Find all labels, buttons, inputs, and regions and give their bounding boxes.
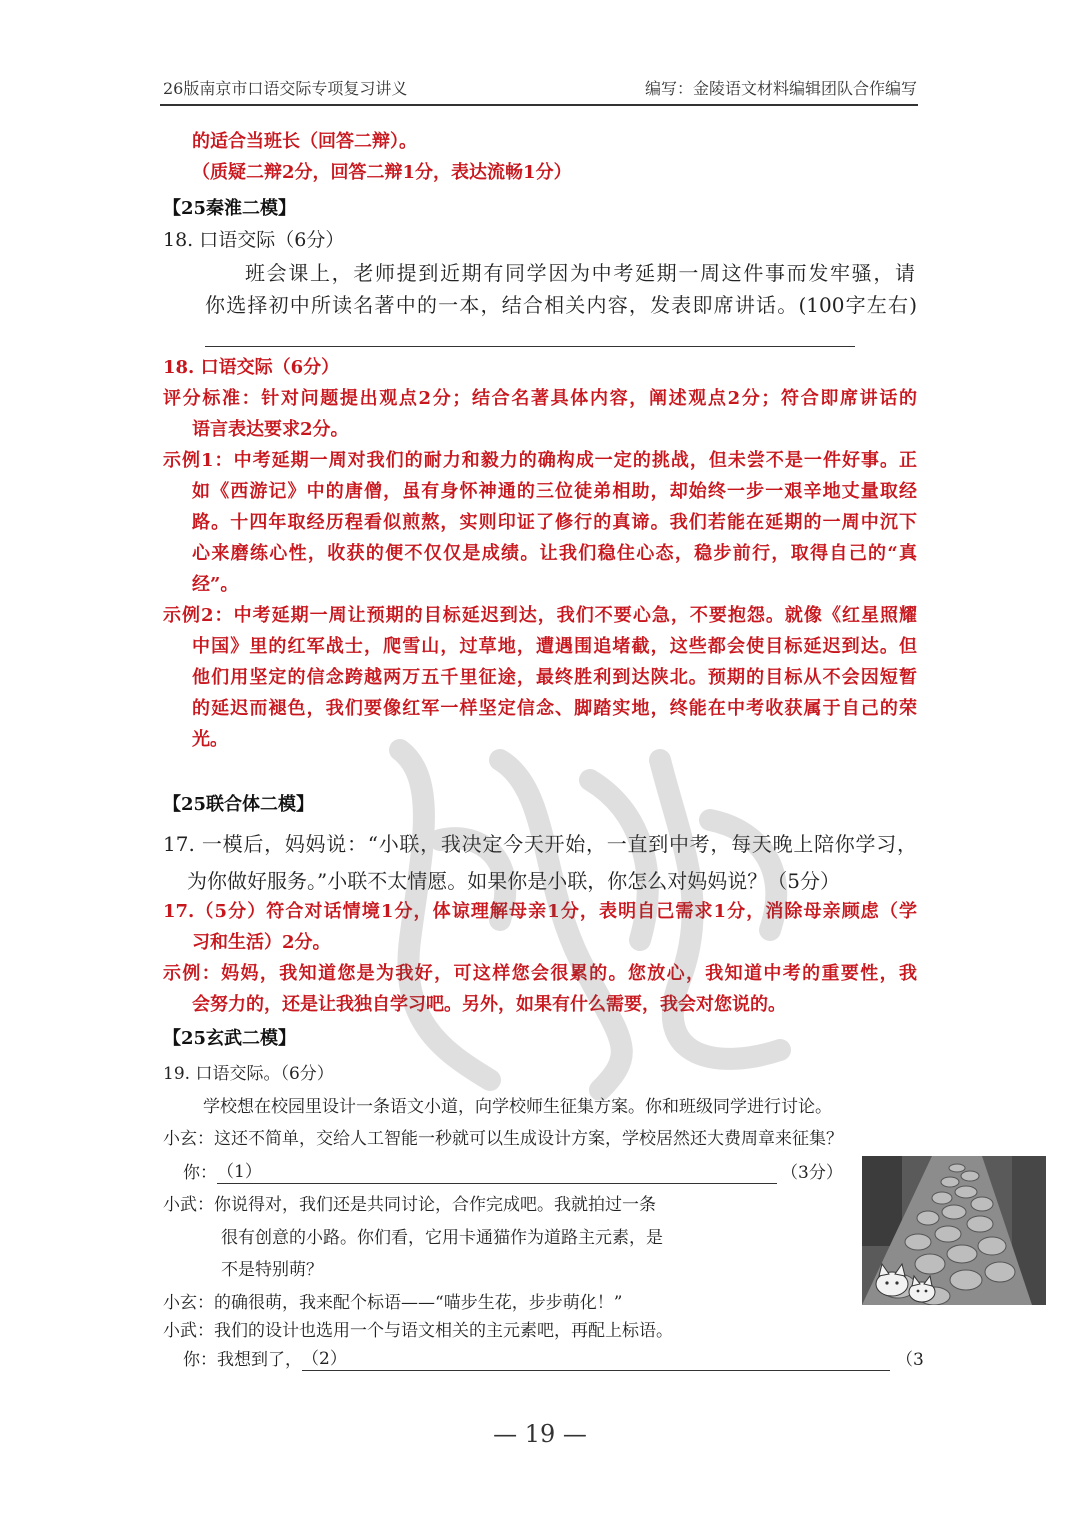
section-title-xuanwu: 【25玄武二模】 [163, 1028, 297, 1049]
dialogue-you-1 [183, 1161, 843, 1184]
header-title: 26版南京市口语交际专项复习讲义 [163, 79, 408, 98]
criteria-line: 评分标准：针对问题提出观点2分；结合名著具体内容，阐述观点2分；符合即席讲话的 [163, 388, 917, 409]
question-title: 19. 口语交际。（6分） [163, 1064, 334, 1084]
speaker-you: 你：我想到了， [183, 1350, 302, 1370]
dialogue-you-2 [183, 1348, 924, 1371]
example-line: 他们用坚定的信念跨越两万五千里征途，最终胜利到达陕北。预期的目标从不会因短暂 [192, 667, 917, 688]
example-line: 光。 [192, 729, 228, 750]
example-line: 示例：妈妈，我知道您是为我好，可这样您会很累的。您放心，我知道中考的重要性，我 [163, 963, 917, 984]
question-line: 为你做好服务。”小联不太情愿。如果你是小联，你怎么对妈妈说？（5分） [187, 869, 840, 893]
blank-score: （3分） [781, 1163, 843, 1183]
dialogue-xiaowu: 小武：你说得对，我们还是共同讨论，合作完成吧。我就拍过一条 [163, 1195, 656, 1215]
dialogue-xiaowu: 不是特别萌？ [221, 1260, 323, 1280]
example-line: 经”。 [192, 574, 239, 595]
answer-continuation: 的适合当班长（回答二辩）。 [192, 131, 417, 152]
example-line: 路。十四年取经历程看似煎熬，实则印证了修行的真谛。我们若能在延期的一周中沉下 [192, 512, 917, 533]
example-line: 如《西游记》中的唐僧，虽有身怀神通的三位徒弟相助，却始终一步一艰辛地丈量取经 [192, 481, 917, 502]
cat-path-photo [862, 1156, 1046, 1305]
answer-line: 习和生活）2分。 [192, 932, 331, 953]
dialogue-xiaoxuan: 小玄：这还不简单，交给人工智能一秒就可以生成设计方案，学校居然还大费周章来征集？ [163, 1129, 843, 1149]
answer-blank-1[interactable] [217, 1161, 777, 1184]
page-header [163, 76, 917, 99]
page-number: — 19 — [493, 1420, 587, 1448]
example-line: 中国》里的红军战士，爬雪山，过草地，遭遇围追堵截，这些都会使目标延迟到达。但 [192, 636, 917, 657]
question-prompt-line: 你选择初中所读名著中的一本，结合相关内容，发表即席讲话。(100字左右) [205, 293, 917, 317]
blank-score: （3 [896, 1350, 924, 1370]
question-intro: 学校想在校园里设计一条语文小道，向学校师生征集方案。你和班级同学进行讨论。 [203, 1097, 832, 1117]
dialogue-xiaowu: 很有创意的小路。你们看，它用卡通猫作为道路主元素，是 [221, 1228, 663, 1248]
example-line: 示例1：中考延期一周对我们的耐力和毅力的确构成一定的挑战，但未尝不是一件好事。正 [163, 450, 917, 471]
section-title-qinhuai: 【25秦淮二模】 [163, 198, 297, 219]
example-line: 示例2：中考延期一周让预期的目标延迟到达，我们不要心急，不要抱怨。就像《红星照耀 [163, 605, 917, 626]
example-line: 会努力的，还是让我独自学习吧。另外，如果有什么需要，我会对您说的。 [192, 994, 786, 1015]
blank-number: （2） [302, 1349, 347, 1369]
speaker-you: 你： [183, 1163, 217, 1183]
answer-blank-2[interactable] [302, 1348, 890, 1371]
header-editor: 编写：金陵语文材料编辑团队合作编写 [644, 79, 917, 98]
answer-title: 18. 口语交际（6分） [163, 357, 340, 378]
dialogue-xiaoxuan: 小玄：的确很萌，我来配个标语——“喵步生花，步步萌化！” [163, 1293, 623, 1313]
example-line: 的延迟而褪色，我们要像红军一样坚定信念、脚踏实地，终能在中考收获属于自己的荣 [192, 698, 917, 719]
blank-number: （1） [217, 1162, 262, 1182]
header-divider [160, 104, 918, 106]
criteria-line: 语言表达要求2分。 [192, 419, 349, 440]
dialogue-xiaowu: 小武：我们的设计也选用一个与语文相关的主元素吧，再配上标语。 [163, 1321, 673, 1341]
cat-path-illustration [862, 1156, 1046, 1305]
question-title: 18. 口语交际（6分） [163, 229, 345, 251]
question-line: 17. 一模后，妈妈说：“小联，我决定今天开始，一直到中考，每天晚上陪你学习， [163, 832, 917, 856]
answer-blank-line [205, 346, 855, 347]
section-title-lianheti: 【25联合体二模】 [163, 794, 315, 815]
answer-score-note: （质疑二辩2分，回答二辩1分，表达流畅1分） [192, 162, 572, 183]
question-prompt-line: 班会课上，老师提到近期有同学因为中考延期一周这件事而发牢骚，请 [245, 261, 915, 285]
answer-line: 17.（5分）符合对话情境1分，体谅理解母亲1分，表明自己需求1分，消除母亲顾虑（学 [163, 901, 917, 922]
example-line: 心来磨练心性，收获的便不仅仅是成绩。让我们稳住心态，稳步前行，取得自己的“真 [192, 543, 917, 564]
